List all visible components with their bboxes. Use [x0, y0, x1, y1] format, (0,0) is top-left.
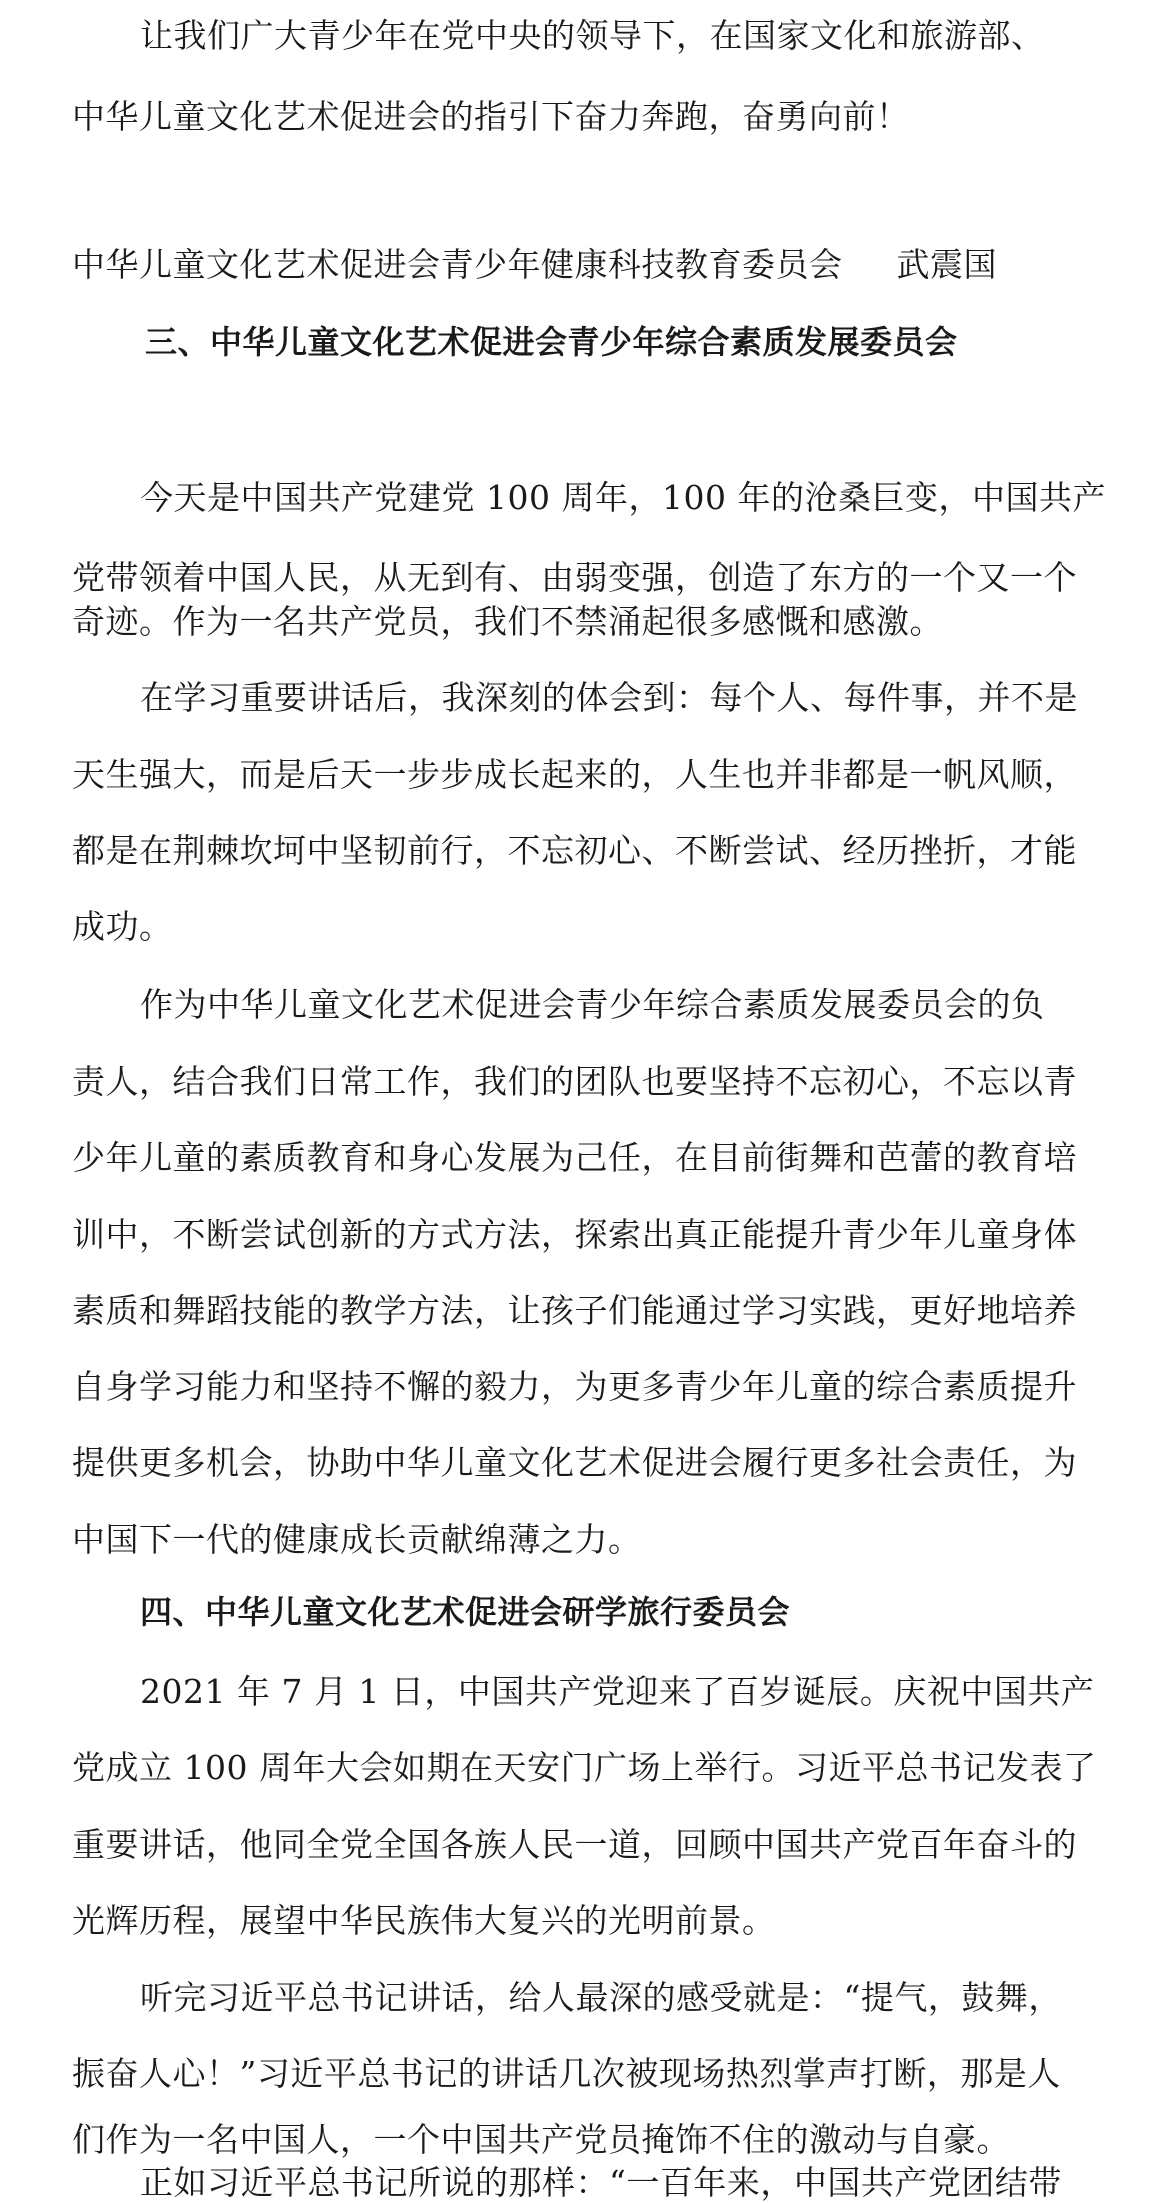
- section-3-p2-line-2: 天生强大，而是后天一步步成长起来的，人生也并非都是一帆风顺，: [72, 755, 1077, 794]
- section-3-p3-line-5: 素质和舞蹈技能的教学方法，让孩子们能通过学习实践，更好地培养: [72, 1291, 1077, 1330]
- section-3-p2-line-1: 在学习重要讲话后，我深刻的体会到：每个人、每件事，并不是: [140, 678, 1078, 717]
- section-4-p1-line-2: 党成立 100 周年大会如期在天安门广场上举行。习近平总书记发表了: [72, 1748, 1097, 1787]
- section-3-p3-line-2: 责人，结合我们日常工作，我们的团队也要坚持不忘初心，不忘以青: [72, 1062, 1077, 1101]
- signature-org: 中华儿童文化艺术促进会青少年健康科技教育委员会: [72, 245, 843, 284]
- section-4-p2-line-1: 听完习近平总书记讲话，给人最深的感受就是：“提气，鼓舞，: [140, 1978, 1062, 2017]
- section-3-p1-line-3: 奇迹。作为一名共产党员，我们不禁涌起很多感慨和感激。: [72, 602, 943, 641]
- section-3-heading: 三、中华儿童文化艺术促进会青少年综合素质发展委员会: [145, 323, 958, 361]
- section-4-p1-line-3: 重要讲话，他同全党全国各族人民一道，回顾中国共产党百年奋斗的: [72, 1825, 1077, 1864]
- section-3-p3-line-8: 中国下一代的健康成长贡献绵薄之力。: [72, 1520, 642, 1559]
- section-4-heading: 四、中华儿童文化艺术促进会研学旅行委员会: [140, 1593, 791, 1631]
- section-3-p3-line-6: 自身学习能力和坚持不懈的毅力，为更多青少年儿童的综合素质提升: [72, 1367, 1077, 1406]
- signature-line: [72, 245, 997, 285]
- section-3-p3-line-1: 作为中华儿童文化艺术促进会青少年综合素质发展委员会的负: [140, 985, 1045, 1024]
- section-3-p1-line-2: 党带领着中国人民，从无到有、由弱变强，创造了东方的一个又一个: [72, 558, 1077, 597]
- section-3-p2-line-3: 都是在荆棘坎坷中坚韧前行，不忘初心、不断尝试、经历挫折，才能: [72, 831, 1077, 870]
- section-3-p3-line-4: 训中，不断尝试创新的方式方法，探索出真正能提升青少年儿童身体: [72, 1215, 1077, 1254]
- section-3-p3-line-3: 少年儿童的素质教育和身心发展为己任，在目前街舞和芭蕾的教育培: [72, 1138, 1077, 1177]
- intro-line-1: 让我们广大青少年在党中央的领导下，在国家文化和旅游部、: [140, 16, 1045, 55]
- section-4-p1-line-4: 光辉历程，展望中华民族伟大复兴的光明前景。: [72, 1901, 776, 1940]
- section-4-p2-line-2: 振奋人心！”习近平总书记的讲话几次被现场热烈掌声打断，那是人: [72, 2054, 1061, 2093]
- section-3-p2-line-4: 成功。: [72, 907, 173, 946]
- signature-name: 武震国: [896, 245, 997, 284]
- intro-line-2: 中华儿童文化艺术促进会的指引下奋力奔跑，奋勇向前！: [72, 97, 910, 136]
- section-4-p1-line-1: 2021 年 7 月 1 日，中国共产党迎来了百岁诞辰。庆祝中国共产: [140, 1672, 1095, 1711]
- section-3-p1-line-1: 今天是中国共产党建党 100 周年，100 年的沧桑巨变，中国共产: [140, 478, 1106, 517]
- section-3-p3-line-7: 提供更多机会，协助中华儿童文化艺术促进会履行更多社会责任，为: [72, 1443, 1077, 1482]
- section-4-p3-line-1: 正如习近平总书记所说的那样：“一百年来，中国共产党团结带: [140, 2163, 1062, 2202]
- section-4-p2-line-3: 们作为一名中国人，一个中国共产党员掩饰不住的激动与自豪。: [72, 2120, 1010, 2159]
